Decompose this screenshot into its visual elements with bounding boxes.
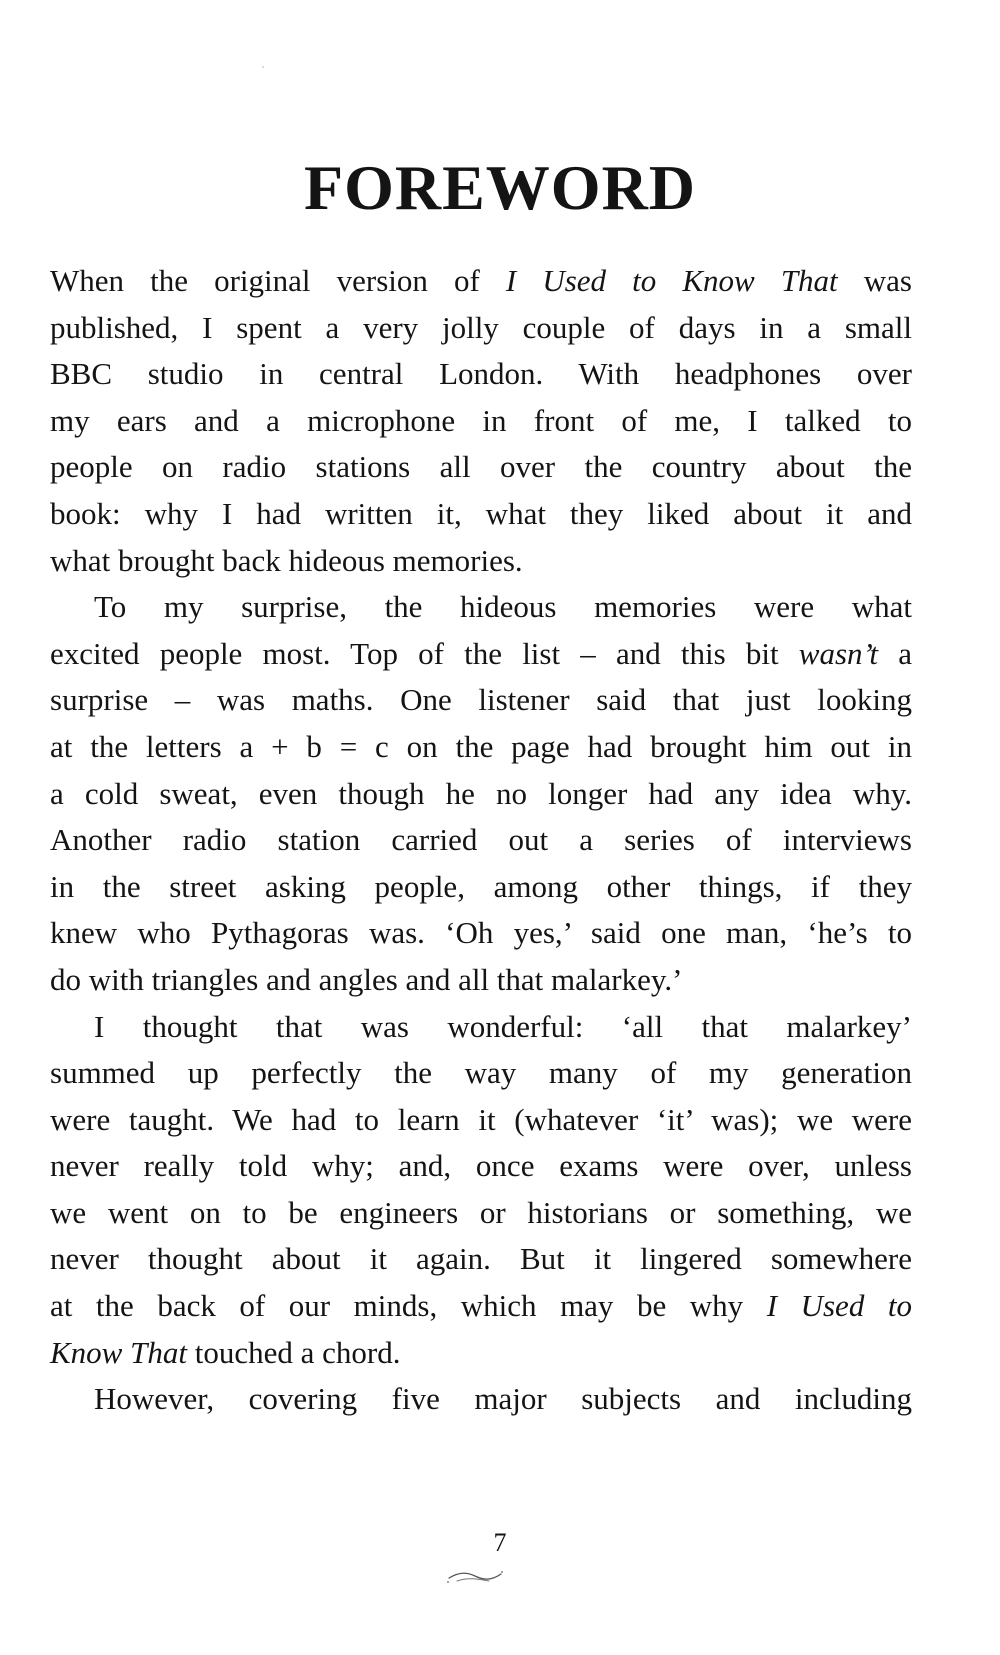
text-line	[50, 1097, 912, 1144]
italic-title-run: wasn’t	[798, 635, 879, 671]
text-line	[50, 538, 912, 585]
text-line	[50, 584, 912, 631]
text-run: book: why I had written it, what they liked about it and	[50, 495, 912, 531]
text-line	[50, 1283, 912, 1330]
italic-title-run: I Used to Know That	[505, 263, 838, 298]
text-line	[50, 491, 912, 538]
text-run: at the back of our minds, which may be why	[50, 1288, 767, 1324]
text-line	[50, 957, 912, 1004]
text-run: never really told why; and, once exams were over, unless	[50, 1148, 912, 1184]
text-run: When the original version of	[50, 263, 506, 298]
text-run: people on radio stations all over the country about the	[50, 449, 912, 485]
chapter-title: FOREWORD	[304, 152, 696, 223]
text-run: I thought that was wonderful: ‘all that malarkey’	[94, 1008, 912, 1044]
paragraph	[50, 258, 912, 584]
text-line	[50, 1376, 912, 1423]
text-line	[50, 910, 912, 957]
text-run: a cold sweat, even though he no longer had any idea why.	[50, 775, 912, 811]
text-run: To my surprise, the hideous memories were what	[94, 589, 912, 625]
text-line	[50, 1004, 912, 1051]
text-run: were taught. We had to learn it (whatever ‘it’ was); we were	[50, 1101, 912, 1137]
text-line	[50, 1143, 912, 1190]
text-run: touched a chord.	[186, 1334, 401, 1370]
text-run: at the letters a + b = c on the page had brought him out in	[50, 728, 912, 764]
paragraph	[50, 584, 912, 1003]
text-line	[50, 724, 912, 771]
text-line	[50, 398, 912, 445]
paragraph	[50, 1376, 912, 1423]
text-line	[50, 864, 912, 911]
text-run: never thought about it again. But it lingered somewhere	[50, 1241, 912, 1277]
text-run: do with triangles and angles and all that malarkey.’	[50, 961, 683, 997]
text-line	[50, 1330, 912, 1377]
italic-title-run: Know That	[50, 1334, 187, 1370]
text-run: in the street asking people, among other things, if they	[50, 868, 912, 904]
foreword-body	[50, 258, 912, 1423]
text-line	[50, 817, 912, 864]
text-line	[50, 631, 912, 678]
text-run: we went on to be engineers or historians or something, we	[50, 1194, 912, 1230]
text-run: surprise – was maths. One listener said that just looking	[50, 682, 912, 718]
text-run: a	[878, 635, 912, 671]
print-speck	[262, 66, 264, 68]
text-line	[50, 1190, 912, 1237]
text-run: was	[837, 263, 912, 298]
italic-title-run: I Used to	[766, 1288, 912, 1324]
text-line	[50, 677, 912, 724]
paragraph	[50, 1004, 912, 1377]
text-line	[50, 1050, 912, 1097]
text-run: my ears and a microphone in front of me, I talked to	[50, 402, 912, 438]
swash-ornament-icon	[445, 1568, 505, 1586]
text-line	[50, 771, 912, 818]
text-run: published, I spent a very jolly couple of days in a small	[50, 309, 912, 345]
page-number: 7	[493, 1528, 507, 1557]
text-run: summed up perfectly the way many of my generation	[50, 1055, 912, 1091]
text-run: knew who Pythagoras was. ‘Oh yes,’ said one man, ‘he’s to	[50, 915, 912, 951]
text-run: However, covering five major subjects and including	[94, 1381, 912, 1417]
text-run: what brought back hideous memories.	[50, 542, 523, 578]
text-line	[50, 258, 912, 305]
text-line	[50, 351, 912, 398]
text-run: BBC studio in central London. With headphones over	[50, 356, 912, 392]
text-line	[50, 444, 912, 491]
text-run: excited people most. Top of the list – and this bit	[50, 635, 799, 671]
text-line	[50, 305, 912, 352]
text-line	[50, 1236, 912, 1283]
text-run: Another radio station carried out a series of interviews	[50, 822, 912, 858]
